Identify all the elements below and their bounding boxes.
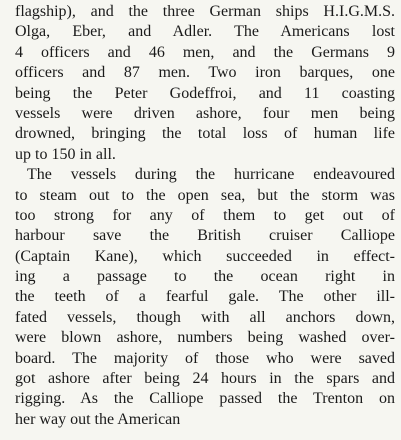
text-line: officers and 87 men. Two iron barques, one (15, 64, 395, 82)
text-line: drowned, bringing the total loss of human life (15, 125, 395, 143)
text-line: harbour save the British cruiser Calliope (15, 227, 395, 245)
text-line: were blown ashore, numbers being washed over- (15, 329, 395, 347)
text-line: to steam out to the open sea, but the storm was (15, 186, 395, 204)
text-line: vessels were driven ashore, four men being (15, 104, 395, 122)
paragraph-1 (15, 2, 395, 165)
text-line: rigging. As the Calliope passed the Trenton on (15, 390, 395, 408)
page-bottom-edge (0, 428, 401, 440)
text-column (15, 2, 395, 430)
text-line: ing a passage to the ocean right in (15, 268, 395, 286)
text-line: 4 officers and 46 men, and the Germans 9 (15, 43, 395, 61)
text-line: board. The majority of those who were saved (15, 349, 395, 367)
paragraph-2 (15, 165, 395, 430)
text-line: (Captain Kane), which succeeded in effect- (15, 247, 395, 265)
text-line: flagship), and the three German ships H.I.G.M.S. (15, 3, 395, 20)
text-line: being the Peter Godeffroi, and 11 coasting (15, 84, 395, 102)
text-line: got ashore after being 24 hours in the spars and (15, 370, 395, 388)
text-line: too strong for any of them to get out of (15, 206, 395, 224)
text-line: fated vessels, though with all anchors down, (15, 308, 395, 326)
text-line: up to 150 in all. (15, 145, 116, 163)
text-line: Olga, Eber, and Adler. The Americans lost (15, 23, 395, 41)
text-line: The vessels during the hurricane endeavoured (27, 166, 395, 184)
text-line: the teeth of a fearful gale. The other ill- (15, 288, 395, 306)
text-line: her way out the American (15, 410, 181, 428)
